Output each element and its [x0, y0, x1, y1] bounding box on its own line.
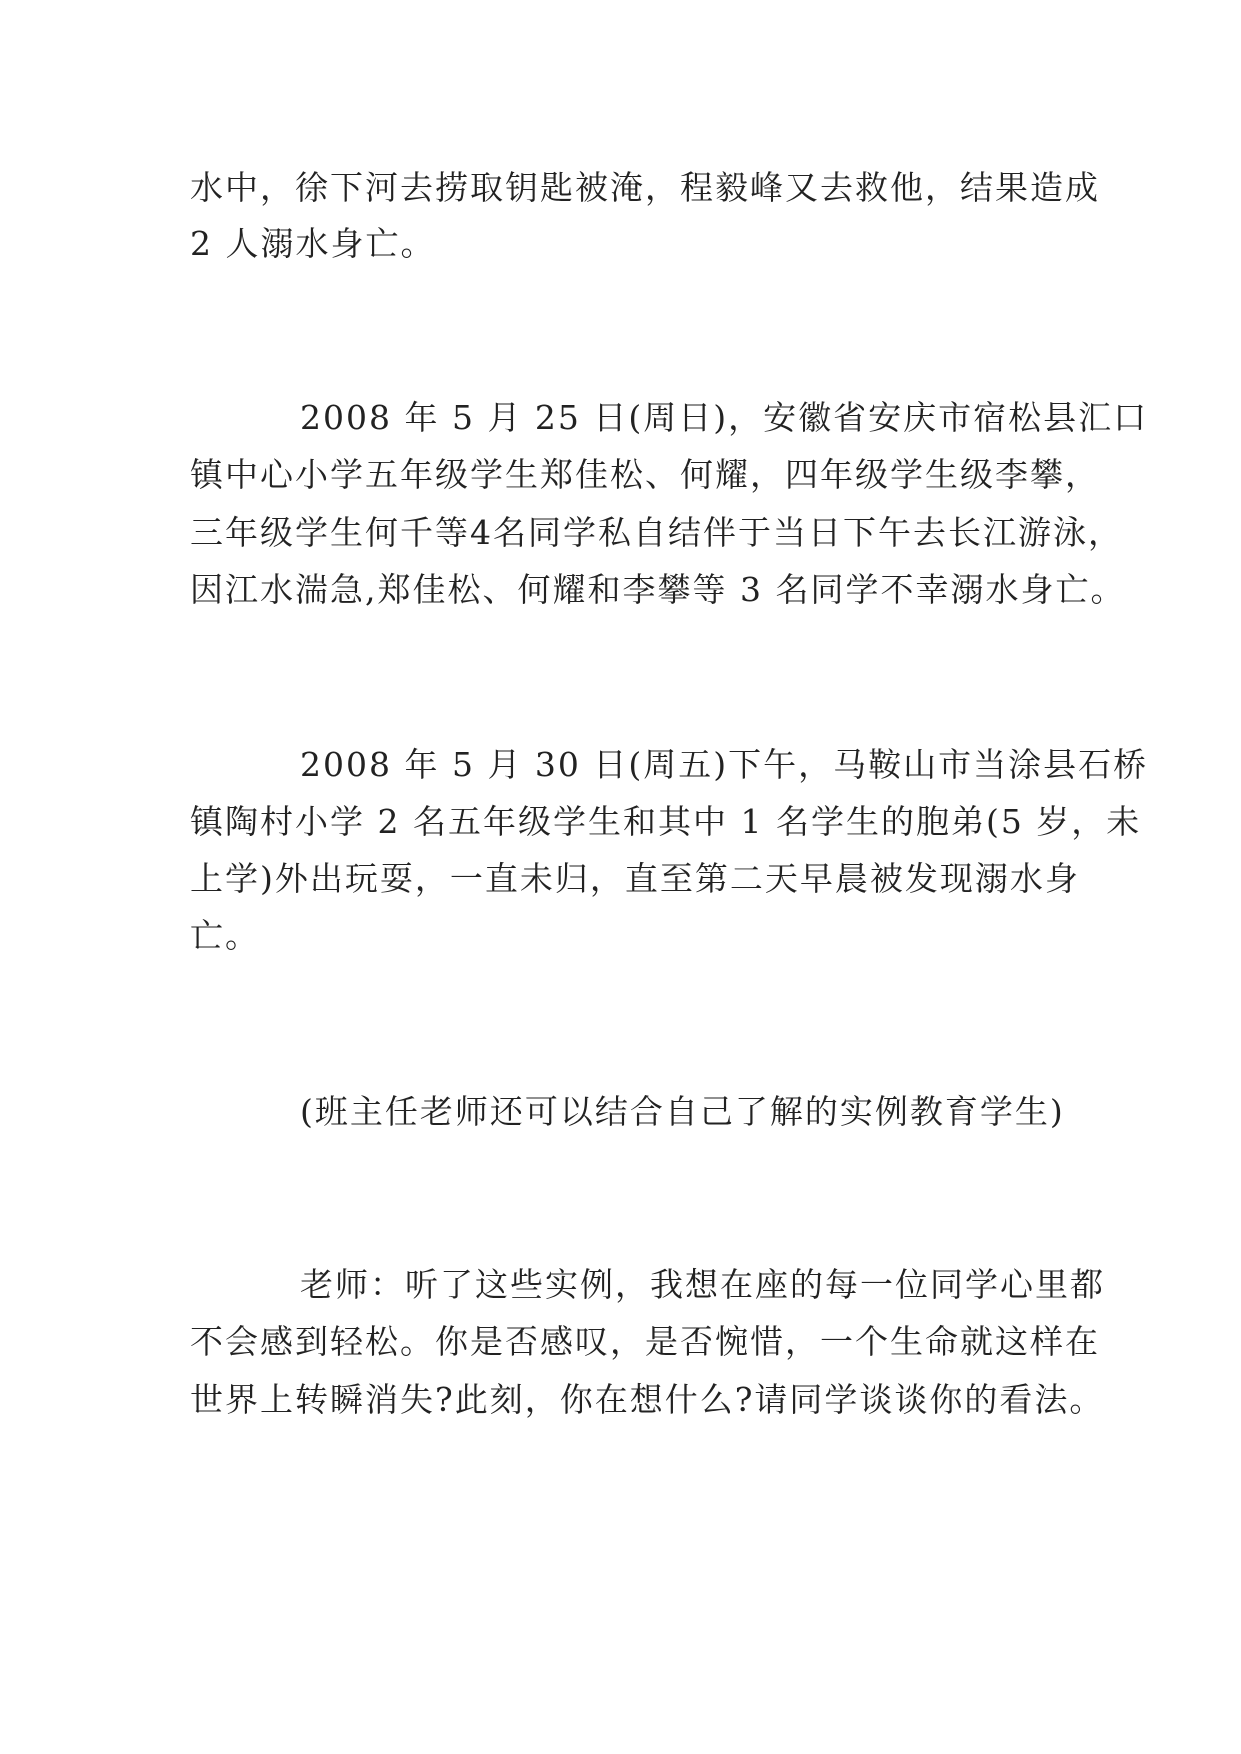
paragraph-line: 不会感到轻松。你是否感叹，是否惋惜，一个生命就这样在	[190, 1322, 1100, 1361]
paragraph-line: 三年级学生何千等4名同学私自结伴于当日下午去长江游泳，	[190, 513, 1123, 552]
paragraph-line: 老师：听了这些实例，我想在座的每一位同学心里都	[300, 1265, 1105, 1304]
paragraph-line: 水中，徐下河去捞取钥匙被淹，程毅峰又去救他，结果造成	[190, 168, 1100, 207]
paragraph-line: 亡。	[190, 916, 260, 955]
paragraph-line: 2 人溺水身亡。	[190, 224, 436, 263]
paragraph-line: 因江水湍急,郑佳松、何耀和李攀等 3 名同学不幸溺水身亡。	[190, 570, 1126, 609]
paragraph-line: 上学)外出玩耍，一直未归，直至第二天早晨被发现溺水身	[190, 859, 1080, 898]
paragraph-line: 世界上转瞬消失?此刻，你在想什么?请同学谈谈你的看法。	[190, 1380, 1105, 1419]
paragraph-line: 镇陶村小学 2 名五年级学生和其中 1 名学生的胞弟(5 岁，未	[190, 802, 1142, 841]
paragraph-line: 镇中心小学五年级学生郑佳松、何耀，四年级学生级李攀，	[190, 455, 1100, 494]
paragraph-line: (班主任老师还可以结合自己了解的实例教育学生)	[300, 1092, 1065, 1131]
paragraph-line: 2008 年 5 月 25 日(周日)，安徽省安庆市宿松县汇口	[300, 398, 1149, 437]
paragraph-line: 2008 年 5 月 30 日(周五)下午，马鞍山市当涂县石桥	[300, 745, 1149, 784]
